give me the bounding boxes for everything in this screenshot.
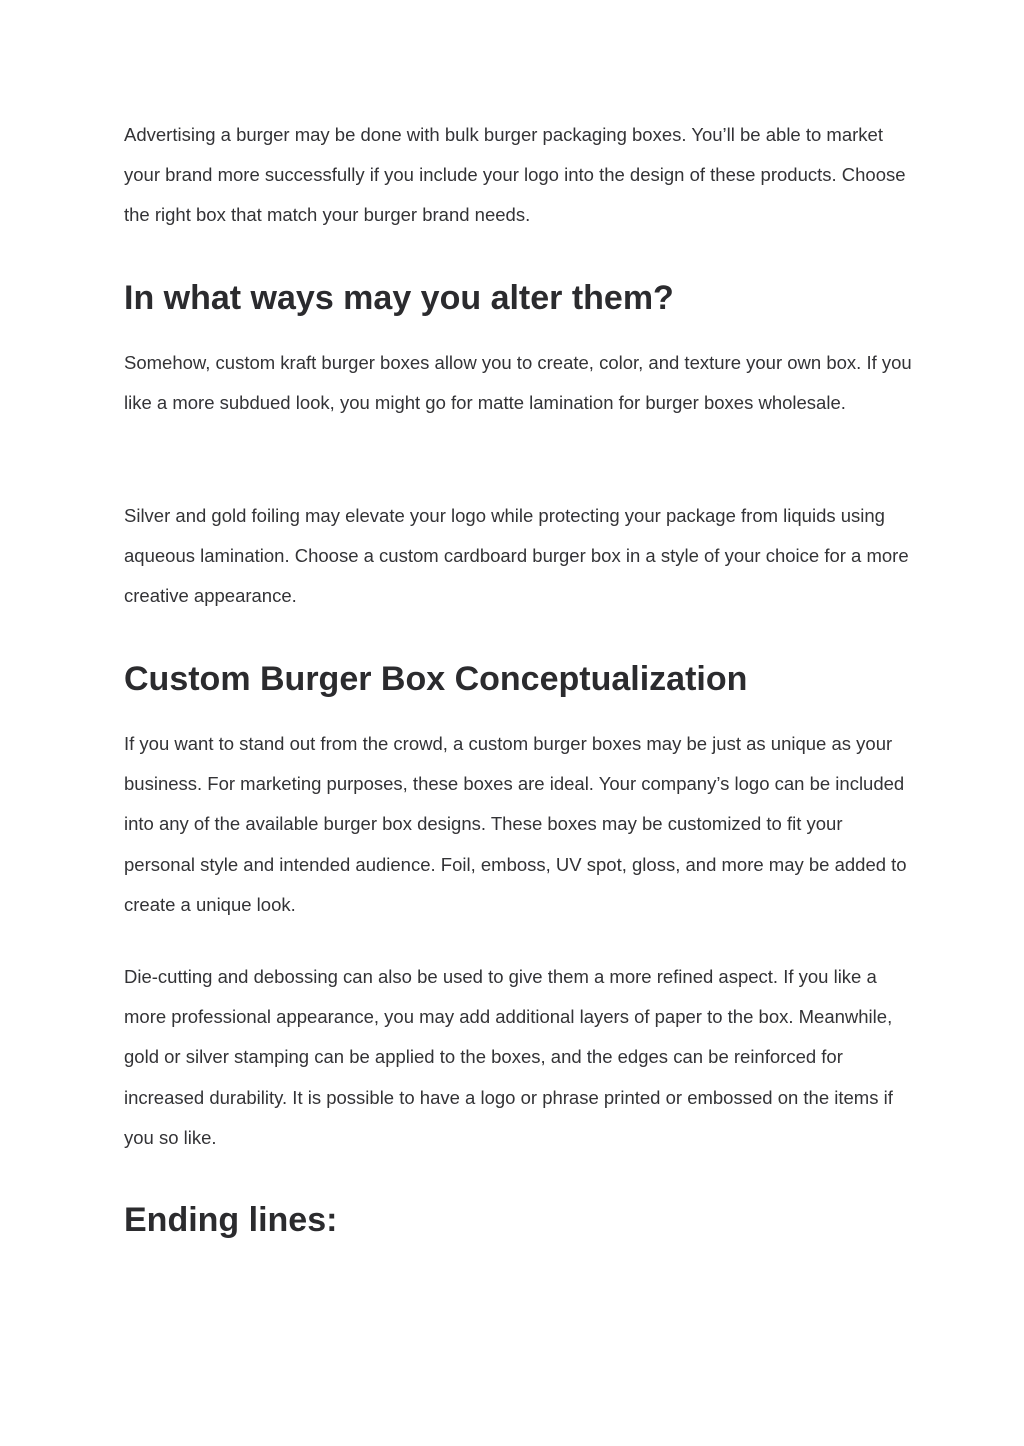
paragraph-concept-2: Die-cutting and debossing can also be used to give them a more refined aspect. If you like a more professional appearance, you may add additional layers of paper to the box. Meanwhile, gold or silver stamping can be applied to the boxes, and the edges can be reinforced for increased durability. It is possible to have a logo or phrase printed or embossed on the items if you so like. xyxy=(124,966,893,1148)
intro-section xyxy=(124,115,914,236)
ending-heading-section xyxy=(124,1199,914,1241)
concept-heading-section xyxy=(124,658,914,700)
paragraph-intro: Advertising a burger may be done with bulk burger packaging boxes. You’ll be able to market your brand more successfully if you include your logo into the design of these products. Choose the right box that match your burger brand needs. xyxy=(124,124,906,226)
alter-section-2 xyxy=(124,496,914,617)
paragraph-alter-1: Somehow, custom kraft burger boxes allow you to create, color, and texture your own box. If you like a more subdued look, you might go for matte lamination for burger boxes wholesale. xyxy=(124,352,912,414)
concept-section-1 xyxy=(124,724,914,925)
heading-concept: Custom Burger Box Conceptualization xyxy=(124,660,748,698)
heading-alter: In what ways may you alter them? xyxy=(124,279,674,317)
alter-section-1 xyxy=(124,343,914,423)
paragraph-alter-2: Silver and gold foiling may elevate your logo while protecting your package from liquids using aqueous lamination. Choose a custom cardboard burger box in a style of your choice for a more creative appearance. xyxy=(124,505,909,607)
heading-ending: Ending lines: xyxy=(124,1201,338,1239)
alter-heading-section xyxy=(124,277,914,319)
paragraph-concept-1: If you want to stand out from the crowd, a custom burger boxes may be just as unique as your business. For marketing purposes, these boxes are ideal. Your company’s logo can be included into any of the available burger box designs. These boxes may be customized to fit your personal style and intended audience. Foil, emboss, UV spot, gloss, and more may be added to create a unique look. xyxy=(124,733,907,915)
concept-section-2 xyxy=(124,957,914,1158)
